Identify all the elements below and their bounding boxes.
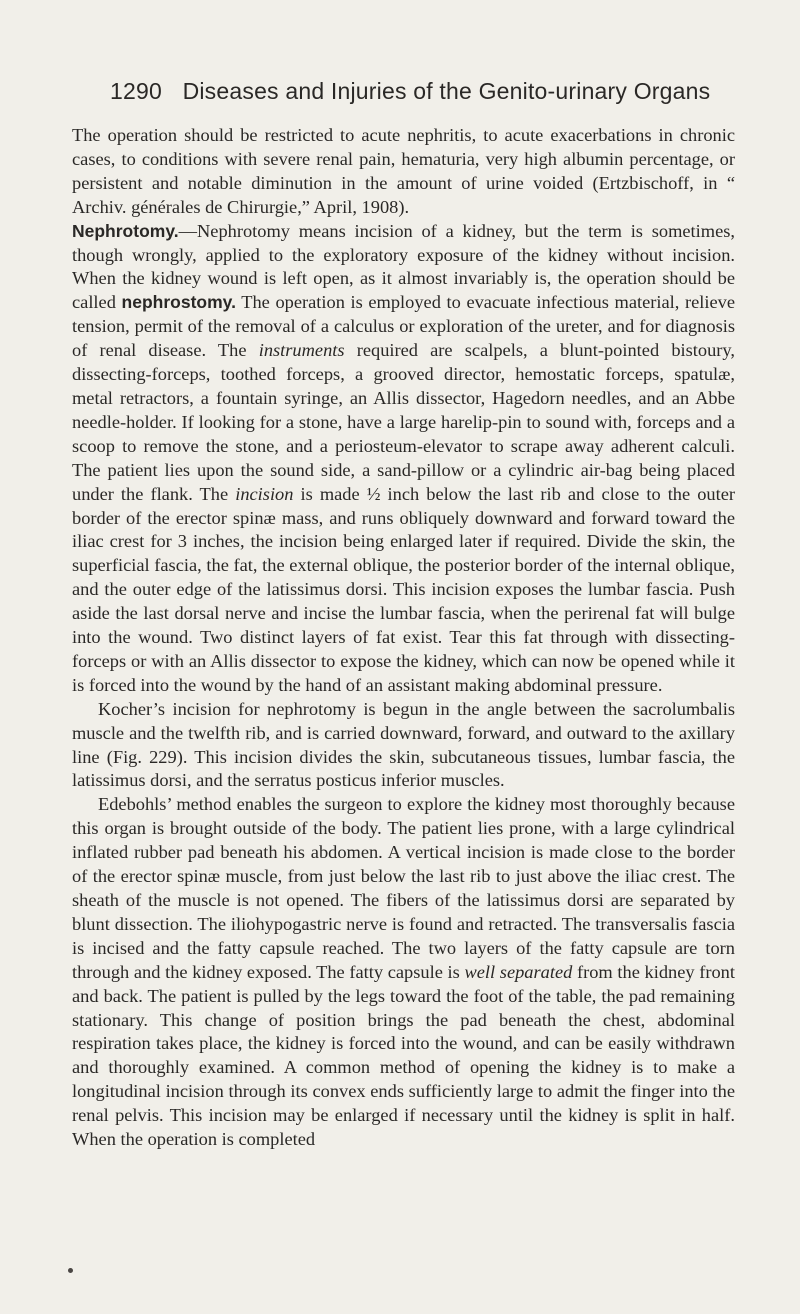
term-instruments: instruments	[258, 340, 345, 361]
text-run: is made ½ inch below the last rib and close to the outer border of the erector spinæ mass, and runs obliquely downward and forward toward the iliac crest for 3 inches, the incision being enlarged later if required. Divide the skin, the superficial fascia, the fat, the external oblique, the posterior border of the internal oblique, and the outer edge of the latissimus dorsi. This incision exposes the lumbar fascia. Push aside the last dorsal nerve and incise the lumbar fascia, when the perirenal fat will bulge into the wound. Two distinct layers of fat exist. Tear this fat through with dissecting-forceps or with an Allis dissector to expose the kidney, which can now be opened while it is forced into the wound by the hand of an assistant making abdominal pressure.	[72, 483, 735, 695]
ink-speck	[68, 1268, 73, 1273]
term-incision: incision	[235, 483, 294, 504]
text-run: required are scalpels, a blunt-pointed bistoury, dissecting-forceps, toothed forceps, a grooved director, hemostatic forceps, spatulæ, metal retractors, a fountain syringe, an Allis dissector, Hagedorn needles, and an Abbe needle-holder. If looking for a stone, have a large harelip-pin to sound with, forceps and a scoop to remove the stone, and a periosteum-elevator to scrape away adherent calculi. The patient lies upon the sound side, a sand-pillow or a cylindric air-bag being placed under the flank. The	[72, 340, 735, 504]
term-nephrostomy: nephrostomy.	[121, 292, 236, 313]
page-number: 1290	[110, 78, 162, 104]
running-header	[110, 78, 710, 105]
paragraph-edebohls	[72, 793, 735, 1152]
section-heading-nephrotomy: Nephrotomy.	[72, 220, 179, 241]
paragraph-kocher: Kocher’s incision for nephrotomy is begun in the angle between the sacrolumbalis muscle and the twelfth rib, and is carried downward, forward, and outward to the axillary line (Fig. 229). This incision divides the skin, subcutaneous tissues, lumbar fascia, the latissimus dorsi, and the serratus posticus inferior muscles.	[72, 698, 735, 791]
text-run: The operation is employed to evacuate infectious material, relieve tension, permit of the removal of a calculus or exploration of the ureter, and for diagnosis of renal disease. The	[72, 292, 736, 361]
text-run: from the kidney front and back. The patient is pulled by the legs toward the foot of the table, the pad remaining stationary. This change of position brings the pad beneath the chest, abdominal respiration takes place, the kidney is forced into the wound, and can be easily withdrawn and thoroughly examined. A common method of opening the kidney is to make a longitudinal incision through its convex ends sufficiently large to admit the finger into the renal pelvis. This incision may be enlarged if necessary until the kidney is split in half. When the operation is completed	[72, 961, 735, 1150]
term-well-separated: well separated	[464, 961, 573, 982]
text-run: Edebohls’ method enables the surgeon to explore the kidney most thoroughly because this organ is brought outside of the body. The patient lies prone, with a large cylindrical inflated rubber pad beneath his abdomen. A vertical incision is made close to the border of the erector spinæ muscle, from just below the last rib to just above the iliac crest. The sheath of the muscle is not opened. The fibers of the latissimus dorsi are separated by blunt dissection. The iliohypogastric nerve is found and retracted. The transversalis fascia is incised and the fatty capsule reached. The two layers of the fatty capsule are torn through and the kidney exposed. The fatty capsule is	[72, 794, 735, 982]
text-run: —Nephrotomy means incision of a kidney, but the term is sometimes, though wrongly, applied to the exploratory exposure of the kidney without incision. When the kidney wound is left open, as it almost invariably is, the operation should be called	[72, 220, 735, 313]
body-text	[72, 124, 735, 1152]
running-title: Diseases and Injuries of the Genito-urinary Organs	[182, 78, 711, 104]
paragraph-nephrotomy	[72, 220, 735, 698]
paragraph-indications: The operation should be restricted to acute nephritis, to acute exacerbations in chronic cases, to conditions with severe renal pain, hematuria, very high albumin percentage, or persistent and notable diminution in the amount of urine voided (Ertzbischoff, in “ Archiv. générales de Chirurgie,” April, 1908).	[72, 125, 735, 217]
